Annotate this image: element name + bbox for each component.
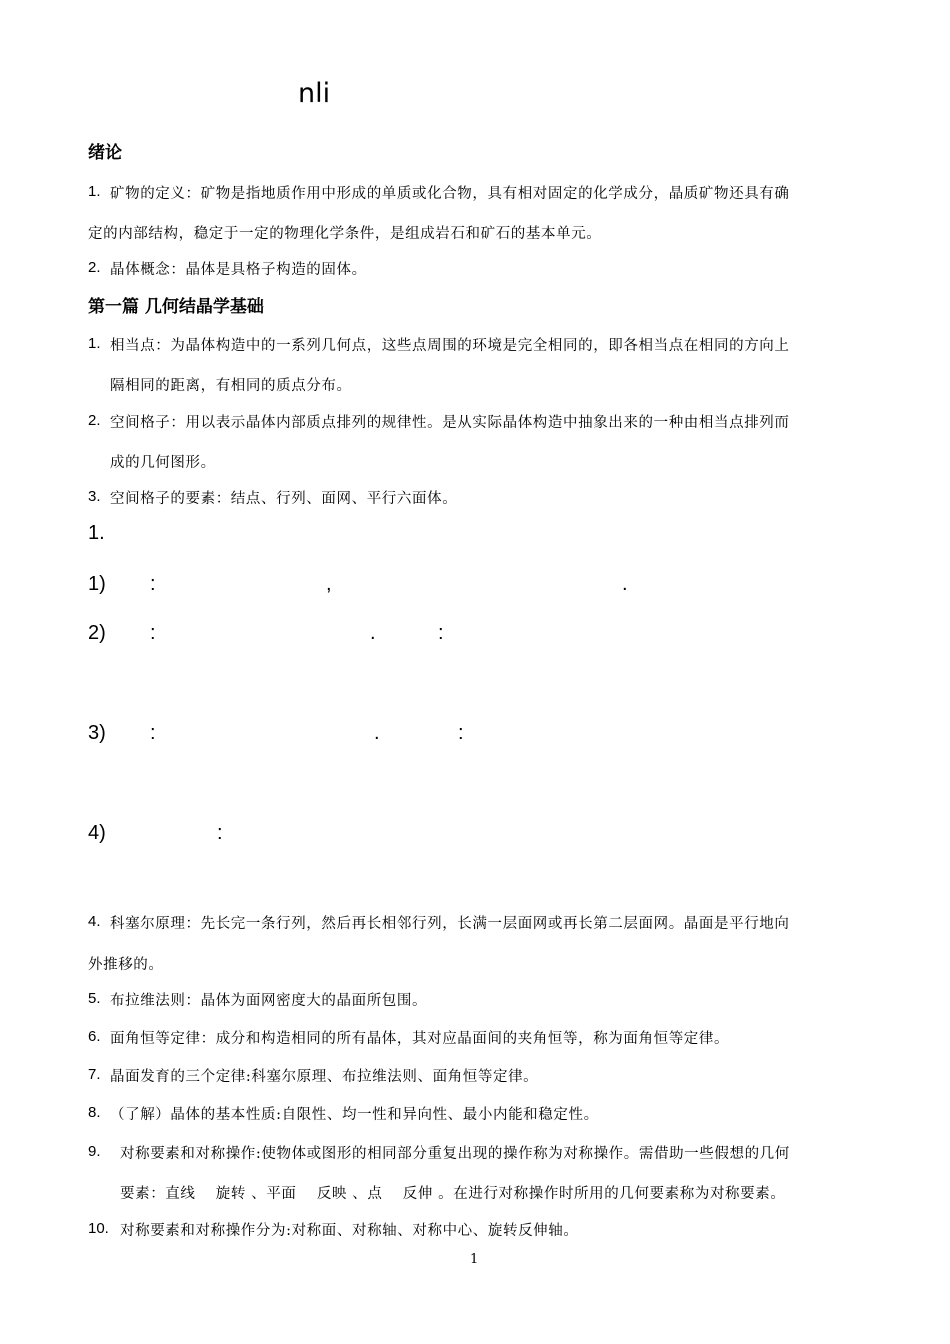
part1-item-2-line-1: 空间格子：用以表示晶体内部质点排列的规律性。是从实际晶体构造中抽象出来的一种由相当点排列而 [110, 415, 790, 431]
item-4-line-2: 外推移的。 [88, 957, 164, 973]
fragment-4-colon: : [217, 822, 223, 844]
fragment-heading-number: 1. [88, 522, 105, 544]
item-7-number: 7. [88, 1066, 101, 1083]
item-9-line-1: 对称要素和对称操作:使物体或图形的相同部分重复出现的操作称为对称操作。需借助一些假想的几何 [120, 1146, 790, 1162]
fragment-2-period: . [370, 622, 376, 644]
part1-item-1-line-1: 相当点：为晶体构造中的一系列几何点，这些点周围的环境是完全相同的，即各相当点在相同的方向上 [110, 338, 790, 354]
item-8-number: 8. [88, 1104, 101, 1121]
fragment-3-colon-2: : [458, 722, 464, 744]
item-6: 面角恒等定律：成分和构造相同的所有晶体，其对应晶面间的夹角恒等，称为面角恒等定律。 [110, 1031, 730, 1047]
fragment-2-colon: : [150, 622, 156, 644]
item-6-number: 6. [88, 1028, 101, 1045]
fragment-3-number: 3) [88, 722, 106, 744]
fragment-2-colon-2: : [438, 622, 444, 644]
item-5: 布拉维法则：晶体为面网密度大的晶面所包围。 [110, 993, 428, 1009]
item-10-number: 10. [88, 1220, 109, 1237]
part1-item-1-line-2: 隔相同的距离，有相同的质点分布。 [110, 378, 352, 394]
fragment-4-number: 4) [88, 822, 106, 844]
intro-item-2-number: 2. [88, 259, 101, 276]
part1-item-3-number: 3. [88, 488, 101, 505]
part1-item-2-number: 2. [88, 412, 101, 429]
fragment-2-number: 2) [88, 622, 106, 644]
fragment-3-colon: : [150, 722, 156, 744]
item-7: 晶面发育的三个定律:科塞尔原理、布拉维法则、面角恒等定律。 [110, 1069, 539, 1085]
fragment-1-comma: , [326, 573, 332, 595]
cover-text: nli [298, 78, 331, 109]
item-10: 对称要素和对称操作分为:对称面、对称轴、对称中心、旋转反伸轴。 [120, 1223, 579, 1239]
intro-heading: 绪论 [88, 143, 122, 163]
item-9-line-2: 要素：直线 旋转 、平面 反映 、点 反伸 。在进行对称操作时所用的几何要素称为对称要素。 [120, 1186, 786, 1202]
intro-item-1-number: 1. [88, 183, 101, 200]
fragment-1-colon: : [150, 573, 156, 595]
intro-item-2: 晶体概念：晶体是具格子构造的固体。 [110, 262, 367, 278]
page-number: 1 [470, 1252, 479, 1267]
item-9-number: 9. [88, 1143, 101, 1160]
item-5-number: 5. [88, 990, 101, 1007]
item-8: （了解）晶体的基本性质:自限性、均一性和异向性、最小内能和稳定性。 [110, 1107, 599, 1123]
part1-item-3: 空间格子的要素：结点、行列、面网、平行六面体。 [110, 491, 458, 507]
part1-heading: 第一篇 几何结晶学基础 [88, 297, 264, 317]
part1-item-2-line-2: 成的几何图形。 [110, 455, 216, 471]
part1-item-1-number: 1. [88, 335, 101, 352]
intro-item-1-line-2: 定的内部结构，稳定于一定的物理化学条件，是组成岩石和矿石的基本单元。 [88, 226, 602, 242]
item-4-number: 4. [88, 913, 101, 930]
intro-item-1-line-1: 矿物的定义：矿物是指地质作用中形成的单质或化合物，具有相对固定的化学成分，晶质矿物还具有确 [110, 186, 790, 202]
item-4-line-1: 科塞尔原理：先长完一条行列，然后再长相邻行列，长满一层面网或再长第二层面网。晶面是平行地向 [110, 916, 790, 932]
fragment-3-period: . [374, 722, 380, 744]
fragment-1-period: . [622, 573, 628, 595]
fragment-1-number: 1) [88, 573, 106, 595]
